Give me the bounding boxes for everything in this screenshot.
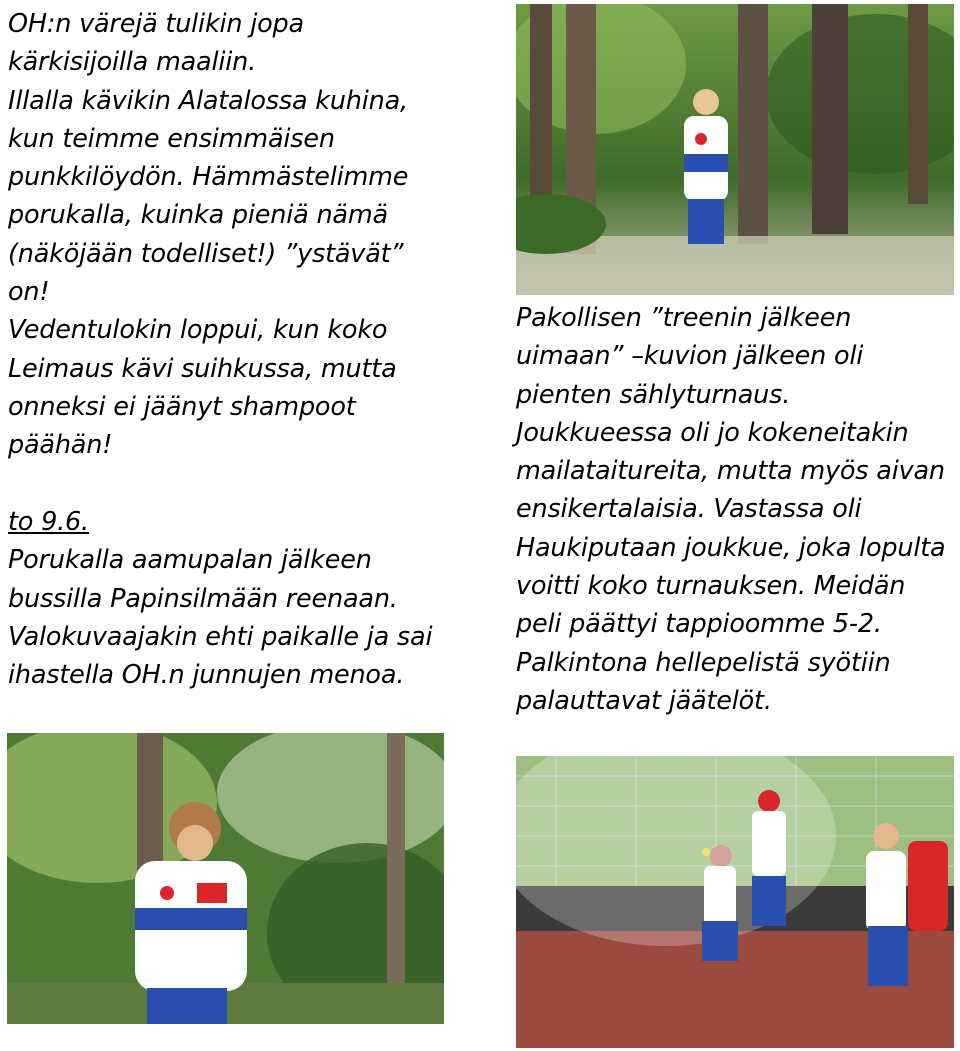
photo-floorball-game bbox=[516, 756, 954, 1048]
text-line: ihastella OH.n junnujen menoa. bbox=[8, 660, 405, 691]
text-line: Valokuvaajakin ehti paikalle ja sai bbox=[8, 621, 433, 652]
right-text-column bbox=[516, 299, 945, 720]
text-line: Leimaus kävi suihkussa, mutta bbox=[8, 353, 397, 384]
text-line: peli päättyi tappioomme 5-2. bbox=[516, 609, 882, 640]
text-line: Palkintona hellepelistä syötiin bbox=[516, 647, 891, 678]
text-line: kun teimme ensimmäisen bbox=[8, 123, 335, 154]
text-line: Porukalla aamupalan jälkeen bbox=[8, 545, 372, 576]
text-line: Haukiputaan joukkue, joka lopulta bbox=[516, 532, 946, 563]
left-text-column bbox=[8, 5, 408, 465]
text-line: on! bbox=[8, 277, 50, 308]
date-heading: to 9.6. bbox=[8, 507, 89, 537]
text-line: ensikertalaisia. Vastassa oli bbox=[516, 494, 862, 525]
photo-forest-runner bbox=[516, 4, 954, 295]
text-line: Joukkueessa oli jo kokeneitakin bbox=[516, 417, 909, 448]
text-line: uimaan” –kuvion jälkeen oli bbox=[516, 341, 864, 372]
photo-boy-with-map bbox=[7, 733, 444, 1024]
text-line: Pakollisen ”treenin jälkeen bbox=[516, 303, 852, 333]
text-line: kärkisijoilla maaliin. bbox=[8, 47, 256, 78]
text-line: (näköjään todelliset!) ”ystävät” bbox=[8, 238, 404, 269]
text-line: mailataitureita, mutta myös aivan bbox=[516, 456, 945, 487]
text-line: Illalla kävikin Alatalossa kuhina, bbox=[8, 85, 408, 116]
text-line: Vedentulokin loppui, kun koko bbox=[8, 315, 388, 346]
text-line: pienten sählyturnaus. bbox=[516, 379, 791, 410]
text-line: palauttavat jäätelöt. bbox=[516, 685, 772, 716]
text-line: voitti koko turnauksen. Meidän bbox=[516, 571, 906, 602]
left-text-column-2 bbox=[8, 503, 432, 694]
text-line: punkkilöydön. Hämmästelimme bbox=[8, 162, 409, 193]
text-line: bussilla Papinsilmään reenaan. bbox=[8, 583, 398, 614]
text-line: onneksi ei jäänyt shampoot bbox=[8, 391, 356, 422]
text-line: porukalla, kuinka pieniä nämä bbox=[8, 200, 388, 231]
text-line: OH:n värejä tulikin jopa bbox=[8, 9, 304, 39]
text-line: päähän! bbox=[8, 430, 113, 461]
